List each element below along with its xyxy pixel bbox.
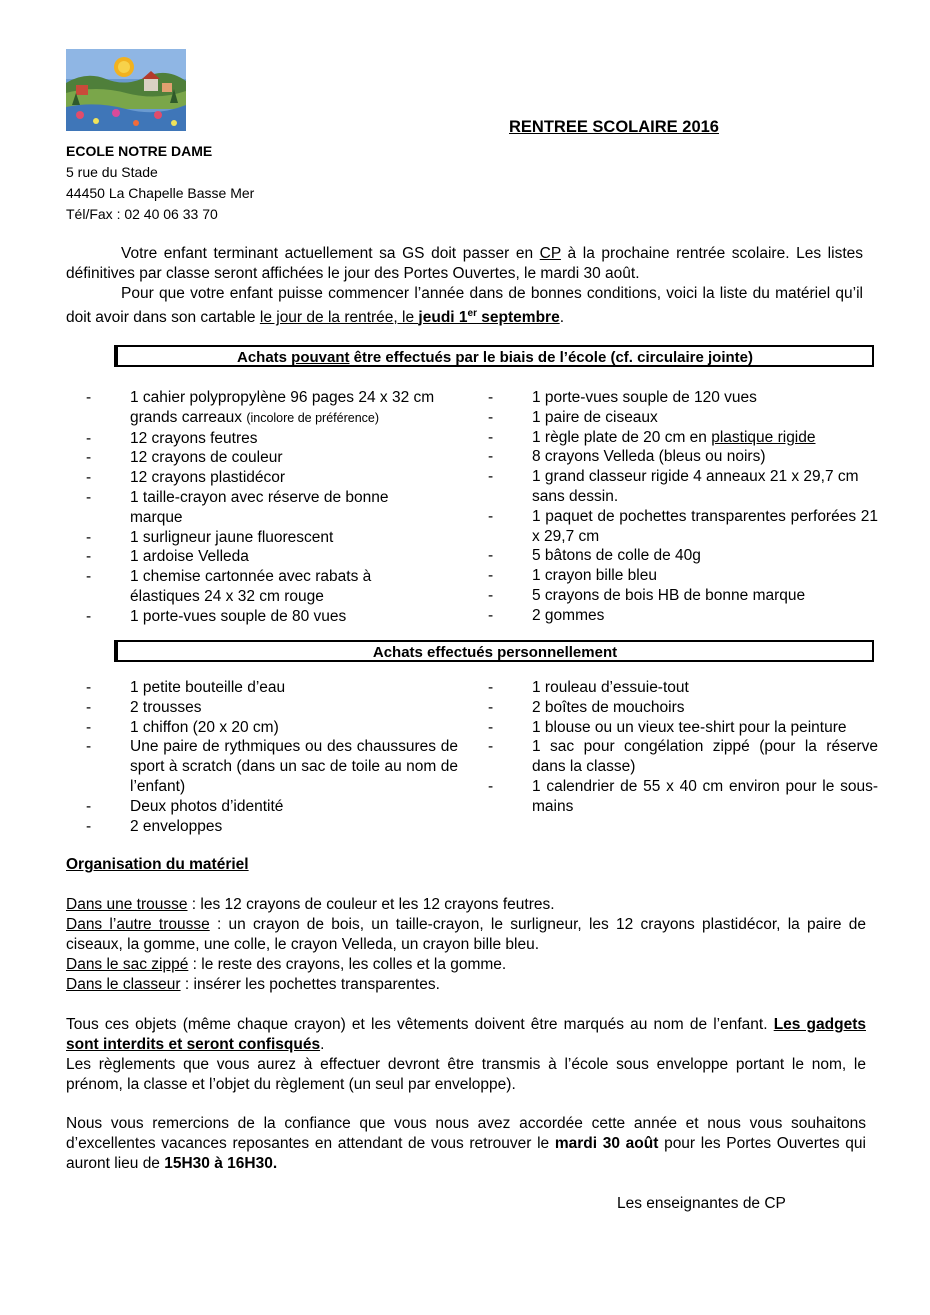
intro-text [66, 244, 863, 328]
item-text: Deux photos d’identité [130, 797, 284, 815]
list-item [86, 737, 458, 796]
item-text: 1 ardoise Velleda [130, 548, 249, 566]
dash: - [86, 607, 92, 625]
list-item [488, 586, 878, 606]
organisation-label: Dans une trousse [66, 896, 188, 913]
notes-text [66, 1015, 866, 1095]
item-text: 8 crayons Velleda (bleus ou noirs) [532, 448, 766, 466]
dash: - [488, 698, 494, 716]
dash: - [488, 507, 494, 525]
list-item [86, 547, 444, 567]
item-text: 2 trousses [130, 698, 202, 716]
dash: - [86, 698, 92, 716]
intro-p2-sup: er [467, 308, 477, 319]
closing-middle: pour les Portes Ouvertes qui auront lieu de [66, 1135, 866, 1172]
organisation-line-3 [66, 955, 866, 975]
organisation-content: : un crayon de bois, un taille-crayon, le surligneur, les 12 crayons plastidécor, la paire de ciseaux, la gomme, une colle, le crayon Velleda, un crayon bille bleu. [66, 916, 866, 953]
item-text: 1 blouse ou un vieux tee-shirt pour la peinture [532, 718, 847, 736]
section-school-purchases-heading [114, 345, 874, 367]
personal-purchases-right-list [488, 678, 878, 817]
note-payments: Les règlements que vous aurez à effectuer devront être transmis à l’école sous enveloppe portant le nom, le prénom, la classe et l’objet du règlement (un seul par enveloppe). [66, 1056, 866, 1093]
item-text: 1 porte-vues souple de 80 vues [130, 607, 347, 625]
item-text: 12 crayons plastidécor [130, 469, 286, 487]
list-item [86, 797, 458, 817]
signature: Les enseignantes de CP [617, 1195, 786, 1212]
intro-p2-month: septembre [476, 309, 560, 327]
dash: - [488, 679, 494, 696]
organisation-heading: Organisation du matériel [66, 856, 249, 873]
list-item [488, 566, 878, 586]
school-address-block [66, 141, 254, 225]
list-item [488, 606, 878, 626]
school-logo [66, 49, 186, 131]
organisation-line-4 [66, 975, 866, 995]
dash: - [86, 528, 92, 546]
intro-p2-date-prefix: le jour de la rentrée, le [259, 309, 419, 327]
item-text: 1 calendrier de 55 x 40 cm environ pour le sous-mains [532, 777, 878, 815]
heading-suffix: être effectués par le biais de l’école (cf. circulaire jointe) [349, 349, 753, 366]
dash: - [86, 449, 92, 467]
school-name: ECOLE NOTRE DAME [66, 143, 213, 159]
item-text: 12 crayons feutres [130, 429, 258, 447]
school-purchases-left-list [86, 388, 444, 627]
item-text: 12 crayons de couleur [130, 449, 283, 467]
school-purchases-right-list [488, 388, 878, 626]
item-text: 1 crayon bille bleu [532, 567, 657, 585]
item-text: 1 grand classeur rigide 4 anneaux 21 x 29,7 cm sans dessin. [532, 468, 859, 505]
list-item [86, 718, 458, 738]
intro-p1-class: CP [539, 245, 561, 262]
list-item [86, 567, 444, 607]
document-title: RENTREE SCOLAIRE 2016 [509, 118, 719, 136]
list-item [488, 467, 878, 507]
dash: - [86, 738, 92, 756]
item-text: 2 boîtes de mouchoirs [532, 698, 685, 716]
dash: - [86, 797, 92, 815]
dash: - [488, 389, 494, 406]
heading-underlined: pouvant [291, 349, 350, 366]
list-item [86, 817, 458, 837]
list-item [488, 698, 878, 718]
list-item [86, 678, 458, 698]
organisation-line-1 [66, 895, 866, 915]
item-text: 1 chiffon (20 x 20 cm) [130, 718, 279, 736]
dash: - [488, 738, 494, 756]
closing-date: mardi 30 août [554, 1135, 659, 1152]
note-marking-text: Tous ces objets (même chaque crayon) et les vêtements doivent être marqués au nom de l’enfant. [66, 1016, 774, 1033]
dash: - [86, 429, 92, 447]
intro-p1-end: à la prochaine rentrée scolaire. Les listes définitives par classe seront affichées le jour des Portes Ouvertes, le mardi 30 août. [66, 245, 863, 282]
item-text: 1 porte-vues souple de 120 vues [532, 389, 757, 406]
closing-start: Nous vous remercions de la confiance que vous nous avez accordée cette année et nous vous souhaitons d’excellentes vacances reposantes en attendant de vous retrouver le [66, 1115, 866, 1152]
closing-hours: 15H30 à 16H30. [164, 1155, 278, 1172]
dash: - [86, 469, 92, 487]
list-item [86, 488, 444, 528]
item-text: 1 chemise cartonnée avec rabats à élastiques 24 x 32 cm rouge [130, 568, 372, 605]
organisation-text [66, 895, 866, 995]
note-gadgets-warning: Les gadgets sont interdits et seront confisqués [66, 1016, 866, 1053]
dash: - [488, 718, 494, 736]
item-text: 5 bâtons de colle de 40g [532, 547, 701, 565]
organisation-label: Dans l’autre trousse [66, 916, 210, 933]
organisation-label: Dans le sac zippé [66, 956, 189, 973]
item-text: 1 taille-crayon avec réserve de bonne marque [130, 488, 389, 526]
intro-paragraph-1 [66, 244, 863, 284]
item-text: 1 surligneur jaune fluorescent [130, 528, 334, 546]
list-item [86, 388, 444, 429]
list-item [86, 607, 444, 627]
dash: - [86, 488, 92, 506]
school-address-city: 44450 La Chapelle Basse Mer [66, 185, 255, 201]
heading-prefix: Achats [236, 349, 292, 366]
list-item [488, 777, 878, 817]
dash: - [488, 606, 494, 624]
dash: - [86, 568, 92, 586]
dash: - [488, 428, 494, 446]
list-item [86, 698, 458, 718]
dash: - [86, 679, 92, 696]
item-text: 2 gommes [532, 606, 605, 624]
list-item [488, 428, 878, 448]
dash: - [488, 408, 494, 426]
list-item [86, 429, 444, 449]
organisation-content: : insérer les pochettes transparentes. [180, 976, 440, 993]
item-text: Une paire de rythmiques ou des chaussures de sport à scratch (dans un sac de toile au nom de l’enfant) [130, 738, 458, 795]
item-text: 1 règle plate de 20 cm en [532, 428, 712, 446]
list-item [86, 528, 444, 548]
school-phone: Tél/Fax : 02 40 06 33 70 [66, 206, 218, 222]
item-text: 2 enveloppes [130, 817, 223, 835]
intro-paragraph-2 [66, 284, 863, 328]
list-item [86, 468, 444, 488]
section-personal-purchases-heading: Achats effectués personnellement [114, 640, 874, 662]
organisation-content: : le reste des crayons, les colles et la gomme. [188, 956, 507, 973]
note-marking-period: . [320, 1036, 325, 1053]
dash: - [86, 817, 92, 835]
dash: - [488, 586, 494, 604]
organisation-line-2 [66, 915, 866, 955]
list-item [488, 447, 878, 467]
list-item [488, 507, 878, 547]
item-emphasis: plastique rigide [711, 428, 816, 446]
item-text: 5 crayons de bois HB de bonne marque [532, 586, 806, 604]
dash: - [86, 718, 92, 736]
item-text: 1 rouleau d’essuie-tout [532, 679, 689, 696]
dash: - [488, 567, 494, 585]
item-text: 1 petite bouteille d’eau [130, 679, 286, 696]
intro-p1-start: Votre enfant terminant actuellement sa GS doit passer en [121, 245, 540, 262]
closing-text [66, 1114, 866, 1174]
organisation-label: Dans le classeur [66, 976, 181, 993]
item-text: 1 cahier polypropylène 96 pages 24 x 32 cm grands carreaux [130, 389, 435, 426]
dash: - [488, 547, 494, 565]
dash: - [488, 468, 494, 486]
note-marking [66, 1015, 866, 1055]
list-item [86, 448, 444, 468]
list-item [488, 678, 878, 698]
list-item [488, 408, 878, 428]
dash: - [488, 448, 494, 466]
item-text: 1 paquet de pochettes transparentes perforées 21 x 29,7 cm [532, 507, 878, 545]
school-address-street: 5 rue du Stade [66, 164, 158, 180]
item-text: 1 sac pour congélation zippé (pour la réserve dans la classe) [532, 738, 878, 776]
dash: - [86, 548, 92, 566]
intro-p2-start: Pour que votre enfant puisse commencer l’année dans de bonnes conditions, voici la liste du matériel qu’il doit avoir dans son cartable [66, 285, 863, 327]
dash: - [86, 389, 92, 406]
intro-p2-day: jeudi 1 [418, 309, 468, 327]
list-item [488, 546, 878, 566]
item-note: (incolore de préférence) [246, 410, 380, 425]
personal-purchases-left-list [86, 678, 458, 836]
organisation-content: : les 12 crayons de couleur et les 12 crayons feutres. [187, 896, 555, 913]
dash: - [488, 777, 494, 795]
list-item [488, 718, 878, 738]
list-item [488, 388, 878, 408]
intro-p2-period: . [559, 309, 564, 327]
list-item [488, 737, 878, 777]
item-text: 1 paire de ciseaux [532, 408, 658, 426]
intro-p2-date [260, 309, 560, 326]
